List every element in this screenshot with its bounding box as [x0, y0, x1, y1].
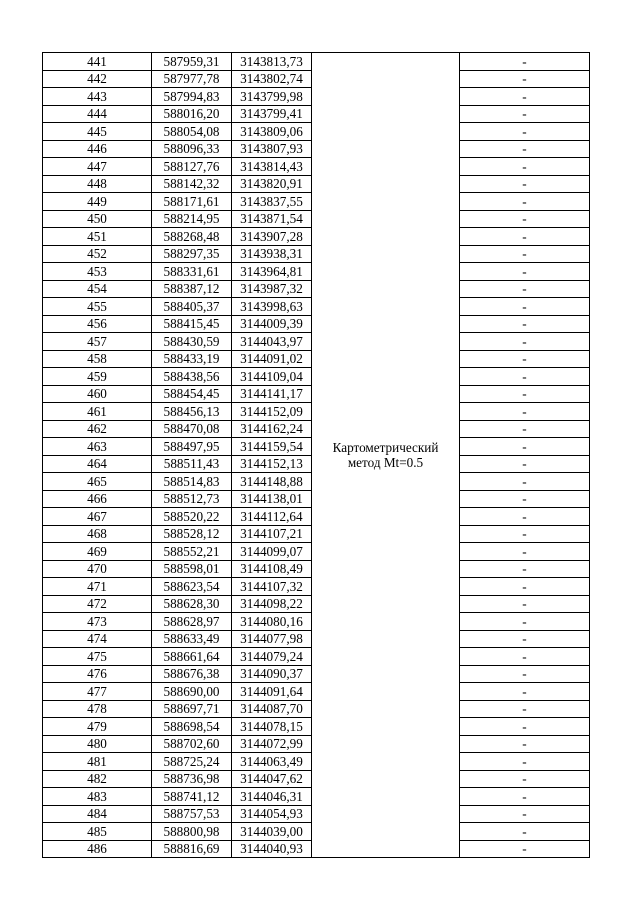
point-number-cell: 486: [43, 840, 152, 858]
x-coordinate-cell: 588430,59: [152, 333, 232, 351]
point-number-cell: 465: [43, 473, 152, 491]
point-number-cell: 456: [43, 315, 152, 333]
y-coordinate-cell: 3144091,02: [232, 350, 312, 368]
accuracy-cell: -: [460, 560, 590, 578]
accuracy-cell: -: [460, 298, 590, 316]
x-coordinate-cell: 588387,12: [152, 280, 232, 298]
y-coordinate-cell: 3144009,39: [232, 315, 312, 333]
y-coordinate-cell: 3144054,93: [232, 805, 312, 823]
y-coordinate-cell: 3144063,49: [232, 753, 312, 771]
point-number-cell: 481: [43, 753, 152, 771]
y-coordinate-cell: 3143802,74: [232, 70, 312, 88]
x-coordinate-cell: 588214,95: [152, 210, 232, 228]
accuracy-cell: -: [460, 438, 590, 456]
y-coordinate-cell: 3144141,17: [232, 385, 312, 403]
accuracy-cell: -: [460, 823, 590, 841]
accuracy-cell: -: [460, 700, 590, 718]
point-number-cell: 455: [43, 298, 152, 316]
x-coordinate-cell: 588702,60: [152, 735, 232, 753]
accuracy-cell: -: [460, 753, 590, 771]
x-coordinate-cell: 588757,53: [152, 805, 232, 823]
accuracy-cell: -: [460, 735, 590, 753]
x-coordinate-cell: 588661,64: [152, 648, 232, 666]
point-number-cell: 444: [43, 105, 152, 123]
y-coordinate-cell: 3144159,54: [232, 438, 312, 456]
point-number-cell: 449: [43, 193, 152, 211]
y-coordinate-cell: 3144043,97: [232, 333, 312, 351]
x-coordinate-cell: 588725,24: [152, 753, 232, 771]
accuracy-cell: -: [460, 53, 590, 71]
y-coordinate-cell: 3144047,62: [232, 770, 312, 788]
point-number-cell: 441: [43, 53, 152, 71]
point-number-cell: 477: [43, 683, 152, 701]
y-coordinate-cell: 3143809,06: [232, 123, 312, 141]
x-coordinate-cell: 588520,22: [152, 508, 232, 526]
x-coordinate-cell: 588331,61: [152, 263, 232, 281]
point-number-cell: 462: [43, 420, 152, 438]
method-line-2: метод Mt=0.5: [347, 455, 424, 470]
point-number-cell: 463: [43, 438, 152, 456]
point-number-cell: 480: [43, 735, 152, 753]
point-number-cell: 447: [43, 158, 152, 176]
x-coordinate-cell: 588512,73: [152, 490, 232, 508]
point-number-cell: 467: [43, 508, 152, 526]
point-number-cell: 459: [43, 368, 152, 386]
point-number-cell: 466: [43, 490, 152, 508]
accuracy-cell: -: [460, 245, 590, 263]
coordinates-table-body: [43, 53, 590, 858]
point-number-cell: 458: [43, 350, 152, 368]
y-coordinate-cell: 3143987,32: [232, 280, 312, 298]
point-number-cell: 446: [43, 140, 152, 158]
accuracy-cell: -: [460, 683, 590, 701]
accuracy-cell: -: [460, 455, 590, 473]
y-coordinate-cell: 3144039,00: [232, 823, 312, 841]
x-coordinate-cell: 588438,56: [152, 368, 232, 386]
y-coordinate-cell: 3143807,93: [232, 140, 312, 158]
point-number-cell: 482: [43, 770, 152, 788]
accuracy-cell: -: [460, 508, 590, 526]
y-coordinate-cell: 3144138,01: [232, 490, 312, 508]
method-cell: [312, 53, 460, 858]
y-coordinate-cell: 3143998,63: [232, 298, 312, 316]
y-coordinate-cell: 3144072,99: [232, 735, 312, 753]
x-coordinate-cell: 588454,45: [152, 385, 232, 403]
accuracy-cell: -: [460, 525, 590, 543]
x-coordinate-cell: 588415,45: [152, 315, 232, 333]
accuracy-cell: -: [460, 578, 590, 596]
point-number-cell: 471: [43, 578, 152, 596]
point-number-cell: 445: [43, 123, 152, 141]
x-coordinate-cell: 587977,78: [152, 70, 232, 88]
point-number-cell: 484: [43, 805, 152, 823]
y-coordinate-cell: 3144040,93: [232, 840, 312, 858]
x-coordinate-cell: 588697,71: [152, 700, 232, 718]
accuracy-cell: -: [460, 88, 590, 106]
x-coordinate-cell: 588800,98: [152, 823, 232, 841]
accuracy-cell: -: [460, 420, 590, 438]
y-coordinate-cell: 3144079,24: [232, 648, 312, 666]
accuracy-cell: -: [460, 788, 590, 806]
point-number-cell: 469: [43, 543, 152, 561]
point-number-cell: 448: [43, 175, 152, 193]
accuracy-cell: -: [460, 368, 590, 386]
y-coordinate-cell: 3144107,21: [232, 525, 312, 543]
point-number-cell: 478: [43, 700, 152, 718]
point-number-cell: 450: [43, 210, 152, 228]
x-coordinate-cell: 588433,19: [152, 350, 232, 368]
y-coordinate-cell: 3144148,88: [232, 473, 312, 491]
x-coordinate-cell: 587994,83: [152, 88, 232, 106]
accuracy-cell: -: [460, 613, 590, 631]
accuracy-cell: -: [460, 280, 590, 298]
x-coordinate-cell: 588676,38: [152, 665, 232, 683]
accuracy-cell: -: [460, 263, 590, 281]
accuracy-cell: -: [460, 228, 590, 246]
y-coordinate-cell: 3144099,07: [232, 543, 312, 561]
accuracy-cell: -: [460, 490, 590, 508]
x-coordinate-cell: 588628,30: [152, 595, 232, 613]
x-coordinate-cell: 588690,00: [152, 683, 232, 701]
y-coordinate-cell: 3143907,28: [232, 228, 312, 246]
accuracy-cell: -: [460, 595, 590, 613]
point-number-cell: 470: [43, 560, 152, 578]
x-coordinate-cell: 588096,33: [152, 140, 232, 158]
accuracy-cell: -: [460, 350, 590, 368]
accuracy-cell: -: [460, 648, 590, 666]
y-coordinate-cell: 3144046,31: [232, 788, 312, 806]
y-coordinate-cell: 3144098,22: [232, 595, 312, 613]
x-coordinate-cell: 588016,20: [152, 105, 232, 123]
accuracy-cell: -: [460, 105, 590, 123]
table-row: [43, 53, 590, 71]
accuracy-cell: -: [460, 123, 590, 141]
x-coordinate-cell: 588628,97: [152, 613, 232, 631]
point-number-cell: 454: [43, 280, 152, 298]
x-coordinate-cell: 588698,54: [152, 718, 232, 736]
x-coordinate-cell: 588297,35: [152, 245, 232, 263]
x-coordinate-cell: 588736,98: [152, 770, 232, 788]
y-coordinate-cell: 3144108,49: [232, 560, 312, 578]
y-coordinate-cell: 3144109,04: [232, 368, 312, 386]
point-number-cell: 451: [43, 228, 152, 246]
accuracy-cell: -: [460, 315, 590, 333]
y-coordinate-cell: 3143799,41: [232, 105, 312, 123]
accuracy-cell: -: [460, 175, 590, 193]
accuracy-cell: -: [460, 158, 590, 176]
y-coordinate-cell: 3144152,13: [232, 455, 312, 473]
accuracy-cell: -: [460, 385, 590, 403]
accuracy-cell: -: [460, 718, 590, 736]
point-number-cell: 474: [43, 630, 152, 648]
accuracy-cell: -: [460, 805, 590, 823]
point-number-cell: 475: [43, 648, 152, 666]
y-coordinate-cell: 3144107,32: [232, 578, 312, 596]
y-coordinate-cell: 3144162,24: [232, 420, 312, 438]
point-number-cell: 452: [43, 245, 152, 263]
point-number-cell: 461: [43, 403, 152, 421]
point-number-cell: 457: [43, 333, 152, 351]
x-coordinate-cell: 588598,01: [152, 560, 232, 578]
x-coordinate-cell: 587959,31: [152, 53, 232, 71]
y-coordinate-cell: 3144087,70: [232, 700, 312, 718]
point-number-cell: 472: [43, 595, 152, 613]
y-coordinate-cell: 3143964,81: [232, 263, 312, 281]
x-coordinate-cell: 588127,76: [152, 158, 232, 176]
y-coordinate-cell: 3143799,98: [232, 88, 312, 106]
y-coordinate-cell: 3143820,91: [232, 175, 312, 193]
x-coordinate-cell: 588171,61: [152, 193, 232, 211]
x-coordinate-cell: 588741,12: [152, 788, 232, 806]
y-coordinate-cell: 3143814,43: [232, 158, 312, 176]
x-coordinate-cell: 588497,95: [152, 438, 232, 456]
point-number-cell: 483: [43, 788, 152, 806]
y-coordinate-cell: 3144112,64: [232, 508, 312, 526]
accuracy-cell: -: [460, 665, 590, 683]
accuracy-cell: -: [460, 70, 590, 88]
point-number-cell: 479: [43, 718, 152, 736]
y-coordinate-cell: 3144152,09: [232, 403, 312, 421]
y-coordinate-cell: 3144090,37: [232, 665, 312, 683]
x-coordinate-cell: 588511,43: [152, 455, 232, 473]
x-coordinate-cell: 588623,54: [152, 578, 232, 596]
x-coordinate-cell: 588552,21: [152, 543, 232, 561]
accuracy-cell: -: [460, 210, 590, 228]
accuracy-cell: -: [460, 543, 590, 561]
point-number-cell: 473: [43, 613, 152, 631]
accuracy-cell: -: [460, 473, 590, 491]
y-coordinate-cell: 3143837,55: [232, 193, 312, 211]
accuracy-cell: -: [460, 630, 590, 648]
point-number-cell: 442: [43, 70, 152, 88]
x-coordinate-cell: 588142,32: [152, 175, 232, 193]
accuracy-cell: -: [460, 840, 590, 858]
point-number-cell: 485: [43, 823, 152, 841]
y-coordinate-cell: 3143813,73: [232, 53, 312, 71]
x-coordinate-cell: 588816,69: [152, 840, 232, 858]
x-coordinate-cell: 588054,08: [152, 123, 232, 141]
x-coordinate-cell: 588268,48: [152, 228, 232, 246]
y-coordinate-cell: 3143871,54: [232, 210, 312, 228]
point-number-cell: 453: [43, 263, 152, 281]
y-coordinate-cell: 3143938,31: [232, 245, 312, 263]
accuracy-cell: -: [460, 770, 590, 788]
accuracy-cell: -: [460, 403, 590, 421]
accuracy-cell: -: [460, 140, 590, 158]
x-coordinate-cell: 588528,12: [152, 525, 232, 543]
y-coordinate-cell: 3144078,15: [232, 718, 312, 736]
y-coordinate-cell: 3144091,64: [232, 683, 312, 701]
y-coordinate-cell: 3144080,16: [232, 613, 312, 631]
point-number-cell: 464: [43, 455, 152, 473]
x-coordinate-cell: 588405,37: [152, 298, 232, 316]
point-number-cell: 476: [43, 665, 152, 683]
method-line-1: Картометрический: [332, 440, 439, 455]
point-number-cell: 460: [43, 385, 152, 403]
accuracy-cell: -: [460, 193, 590, 211]
accuracy-cell: -: [460, 333, 590, 351]
x-coordinate-cell: 588633,49: [152, 630, 232, 648]
x-coordinate-cell: 588470,08: [152, 420, 232, 438]
y-coordinate-cell: 3144077,98: [232, 630, 312, 648]
x-coordinate-cell: 588514,83: [152, 473, 232, 491]
coordinates-table: [42, 52, 590, 858]
x-coordinate-cell: 588456,13: [152, 403, 232, 421]
point-number-cell: 443: [43, 88, 152, 106]
point-number-cell: 468: [43, 525, 152, 543]
